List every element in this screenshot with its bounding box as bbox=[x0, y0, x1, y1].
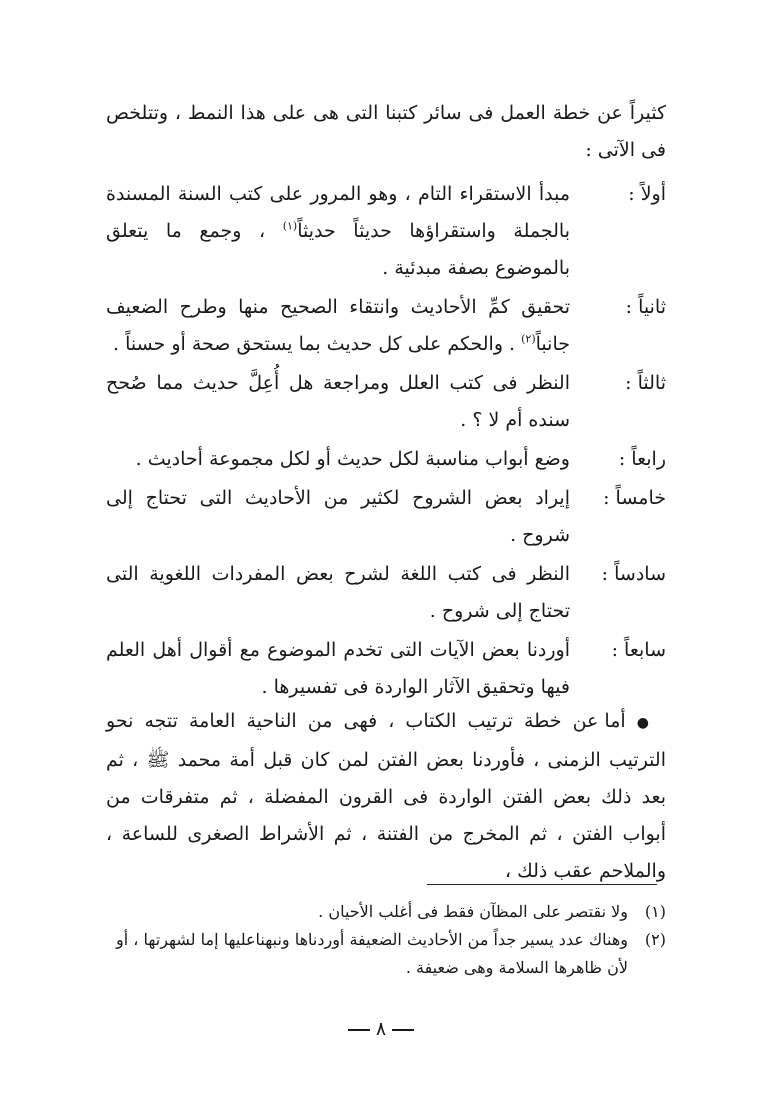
item-text: إيراد بعض الشروح لكثير من الأحاديث التى تحتاج إلى شروح . bbox=[106, 487, 570, 546]
item-label: سادساً : bbox=[601, 563, 666, 585]
intro-line-2: فى الآتى : bbox=[585, 139, 666, 161]
footnote-divider bbox=[427, 884, 657, 885]
method-item-4 bbox=[106, 441, 666, 478]
item-text-main: مبدأ الاستقراء التام ، وهو المرور على كتب السنة المسندة بالجملة واستقراؤها حديثاً حديثاً bbox=[106, 183, 570, 242]
plan-text: أما عن خطة ترتيب الكتاب ، فهى من الناحية العامة تتجه نحو الترتيب الزمنى ، فأوردنا بعض الفتن لمن كان قبل أمة محمد ﷺ ، ثم بعد ذلك بعض الفتن الواردة فى القرون المفضلة ، ثم متفرقات من أبواب الفتن ، ثم المخرج من الفتنة ، ثم الأشراط الصغرى للساعة ، والملاحم عقب ذلك ، bbox=[106, 710, 666, 882]
item-label: خامساً : bbox=[603, 487, 666, 509]
method-list bbox=[106, 176, 666, 706]
dash-left bbox=[392, 1029, 414, 1031]
footnote-text: وهناك عدد يسير جداً من الأحاديث الضعيفة أوردناها ونبهناعليها إما لشهرتها ، أو لأن ظاهرها السلامة وهى ضعيفة . bbox=[115, 930, 628, 977]
footnote-ref-1: (١) bbox=[282, 219, 298, 233]
method-item-1 bbox=[106, 176, 666, 287]
intro-paragraph bbox=[106, 95, 666, 169]
method-item-6 bbox=[106, 556, 666, 630]
item-text: النظر فى كتب العلل ومراجعة هل أُعِلَّ حديث مما صُحح سنده أم لا ؟ . bbox=[106, 372, 570, 431]
item-text-after: ، وجمع ما يتعلق بالموضوع بصفة مبدئية . bbox=[106, 220, 570, 279]
footnote-ref-2: (٢) bbox=[521, 332, 536, 346]
item-text: وضع أبواب مناسبة لكل حديث أو لكل مجموعة أحاديث . bbox=[135, 448, 570, 470]
intro-line-1: كثيراً عن خطة العمل فى سائر كتبنا التى هى على هذا النمط ، وتتلخص bbox=[106, 102, 666, 124]
footnote-number: (٢) bbox=[644, 930, 666, 949]
dash-right bbox=[348, 1029, 370, 1031]
footnote-text: ولا نقتصر على المظآن فقط فى أغلب الأحيان . bbox=[318, 902, 628, 921]
item-text bbox=[106, 176, 570, 287]
book-plan-paragraph bbox=[106, 703, 666, 890]
item-label: رابعاً : bbox=[618, 448, 666, 470]
page-number-value: ٨ bbox=[375, 1018, 387, 1040]
method-item-3 bbox=[106, 365, 666, 439]
page-number bbox=[0, 1018, 762, 1040]
item-label: أولاً : bbox=[628, 183, 666, 205]
method-item-2 bbox=[106, 289, 666, 363]
footnotes bbox=[106, 898, 666, 982]
method-item-7 bbox=[106, 632, 666, 706]
item-text: أوردنا بعض الآيات التى تخدم الموضوع مع أقوال أهل العلم فيها وتحقيق الآثار الواردة فى تفسيرها . bbox=[106, 639, 570, 698]
item-label: ثالثاً : bbox=[625, 372, 666, 394]
item-text bbox=[106, 289, 570, 363]
footnote-1 bbox=[106, 898, 666, 926]
bullet-icon: ● bbox=[636, 715, 654, 731]
footnote-number: (١) bbox=[644, 902, 666, 921]
footnote-2 bbox=[106, 926, 666, 982]
item-text: النظر فى كتب اللغة لشرح بعض المفردات اللغوية التى تحتاج إلى شروح . bbox=[106, 563, 570, 622]
item-text-after: . والحكم على كل حديث بما يستحق صحة أو حسناً . bbox=[113, 333, 522, 355]
item-label: ثانياً : bbox=[625, 296, 666, 318]
item-text-main: تحقيق كمِّ الأحاديث وانتقاء الصحيح منها وطرح الضعيف جانباً bbox=[106, 296, 570, 355]
item-label: سابعاً : bbox=[611, 639, 666, 661]
method-item-5 bbox=[106, 480, 666, 554]
